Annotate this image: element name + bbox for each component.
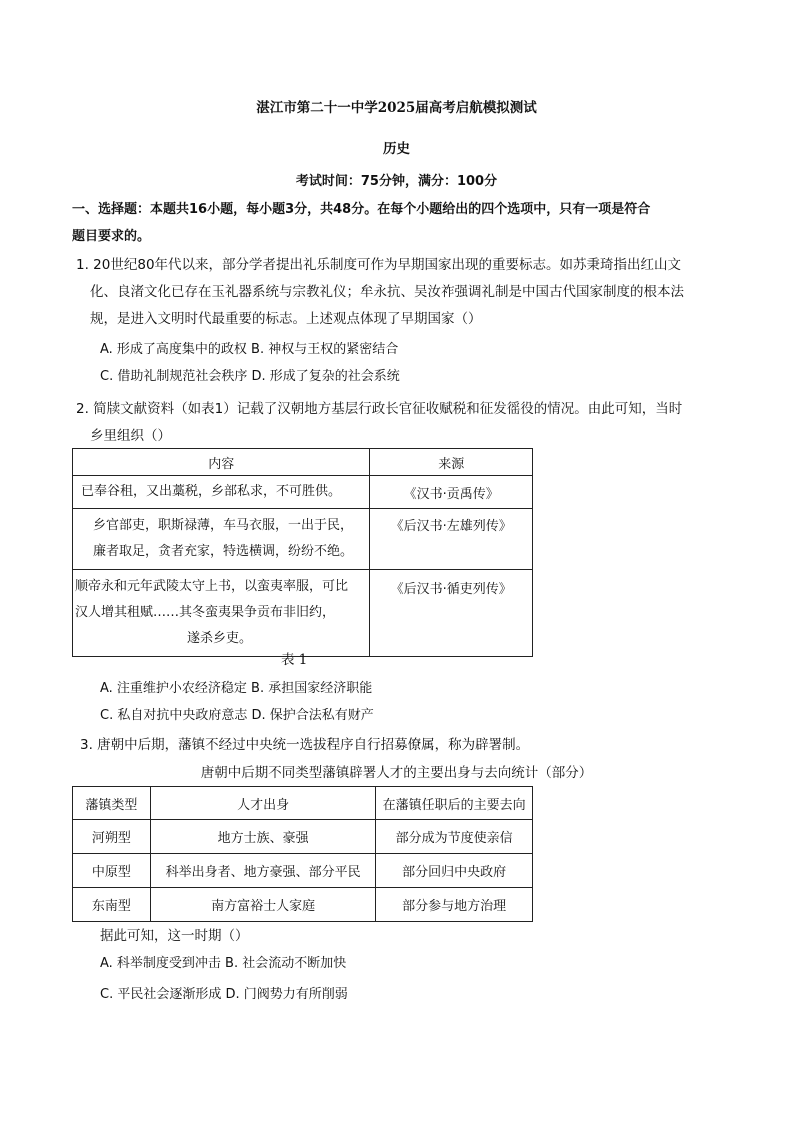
q3-options-cd: C. 平民社会逐渐形成 D. 门阀势力有所削弱 [100, 987, 348, 1002]
q2-row2-line2: 廉者取足，贪者充家，特选横调，纷纷不绝。 [93, 544, 354, 559]
q3-row3-destination: 部分参与地方治理 [376, 888, 533, 922]
q2-options-ab: A. 注重维护小农经济稳定 B. 承担国家经济职能 [100, 681, 373, 696]
table-row [73, 820, 533, 854]
section-instructions-line2: 题目要求的。 [72, 229, 151, 244]
q3-stem: 据此可知，这一时期（） [100, 928, 249, 944]
exam-info: 考试时间：75分钟，满分：100分 [295, 174, 498, 189]
q2-table-caption: 表 1 [281, 652, 308, 668]
q2-header-content: 内容 [73, 449, 370, 476]
q3-header-origin: 人才出身 [150, 787, 376, 820]
q2-row2-source: 《后汉书·左雄列传》 [370, 509, 533, 570]
table-row [73, 888, 533, 922]
q2-table-header-row [73, 449, 533, 476]
q2-row1-line1: 已奉谷租，又出藁税，乡部私求，不可胜供。 [81, 484, 342, 499]
q1-stem-line3: 规，是进入文明时代最重要的标志。上述观点体现了早期国家（） [90, 311, 482, 327]
table-row [73, 476, 533, 509]
q2-row1-content [73, 476, 370, 509]
q1-options-ab: A. 形成了高度集中的政权 B. 神权与王权的紧密结合 [100, 342, 399, 357]
q3-row2-destination: 部分回归中央政府 [376, 854, 533, 888]
q3-row1-type: 河朔型 [73, 820, 151, 854]
q3-row3-type: 东南型 [73, 888, 151, 922]
q3-table-header-row [73, 787, 533, 820]
table-row [73, 854, 533, 888]
q2-stem-line1: 2. 简牍文献资料（如表1）记载了汉朝地方基层行政长官征收赋税和征发徭役的情况。由此可知，当时 [76, 401, 683, 417]
q3-row1-destination: 部分成为节度使亲信 [376, 820, 533, 854]
q2-stem-line2: 乡里组织（） [90, 428, 171, 444]
subject-title: 历史 [383, 141, 410, 157]
q2-row3-line1: 顺帝永和元年武陵太守上书，以蛮夷率服，可比 [75, 579, 349, 594]
q3-row2-origin: 科举出身者、地方豪强、部分平民 [150, 854, 376, 888]
table-row [73, 570, 533, 657]
q2-table [72, 448, 533, 657]
q2-row1-source: 《汉书·贡禹传》 [370, 476, 533, 509]
q3-table [72, 786, 533, 922]
q3-row3-origin: 南方富裕士人家庭 [150, 888, 376, 922]
q2-header-source: 来源 [370, 449, 533, 476]
q1-options-cd: C. 借助礼制规范社会秩序 D. 形成了复杂的社会系统 [100, 369, 400, 384]
table-row [73, 509, 533, 570]
q2-row3-line2: 汉人增其租赋……其冬蛮夷果争贡布非旧约， [75, 605, 336, 620]
q2-options-cd: C. 私自对抗中央政府意志 D. 保护合法私有财产 [100, 708, 374, 723]
q2-row2-line1: 乡官部吏，职斯禄薄，车马衣服，一出于民， [93, 518, 354, 533]
q2-row3-line3: 遂杀乡吏。 [187, 631, 253, 646]
exam-title: 湛江市第二十一中学2025届高考启航模拟测试 [256, 100, 537, 116]
section-instructions-line1: 一、选择题：本题共16小题，每小题3分，共48分。在每个小题给出的四个选项中，只有一项是符合 [72, 202, 651, 217]
q2-row3-source: 《后汉书·循吏列传》 [370, 570, 533, 657]
q3-stem-line1: 3. 唐朝中后期，藩镇不经过中央统一选拔程序自行招募僚属，称为辟署制。 [80, 737, 530, 753]
q1-stem-line2: 化、良渚文化已存在玉礼器系统与宗教礼仪；牟永抗、吴汝祚强调礼制是中国古代国家制度的根本法 [90, 284, 684, 300]
q3-header-destination: 在藩镇任职后的主要去向 [376, 787, 533, 820]
q3-row2-type: 中原型 [73, 854, 151, 888]
q2-row3-content [73, 570, 370, 657]
q3-header-type: 藩镇类型 [73, 787, 151, 820]
q3-table-title: 唐朝中后期不同类型藩镇辟署人才的主要出身与去向统计（部分） [200, 765, 593, 781]
q3-row1-origin: 地方士族、豪强 [150, 820, 376, 854]
q1-stem-line1: 1. 20世纪80年代以来，部分学者提出礼乐制度可作为早期国家出现的重要标志。如苏秉琦指出红山文 [76, 257, 682, 273]
q3-options-ab: A. 科举制度受到冲击 B. 社会流动不断加快 [100, 956, 347, 971]
q2-row2-content [73, 509, 370, 570]
